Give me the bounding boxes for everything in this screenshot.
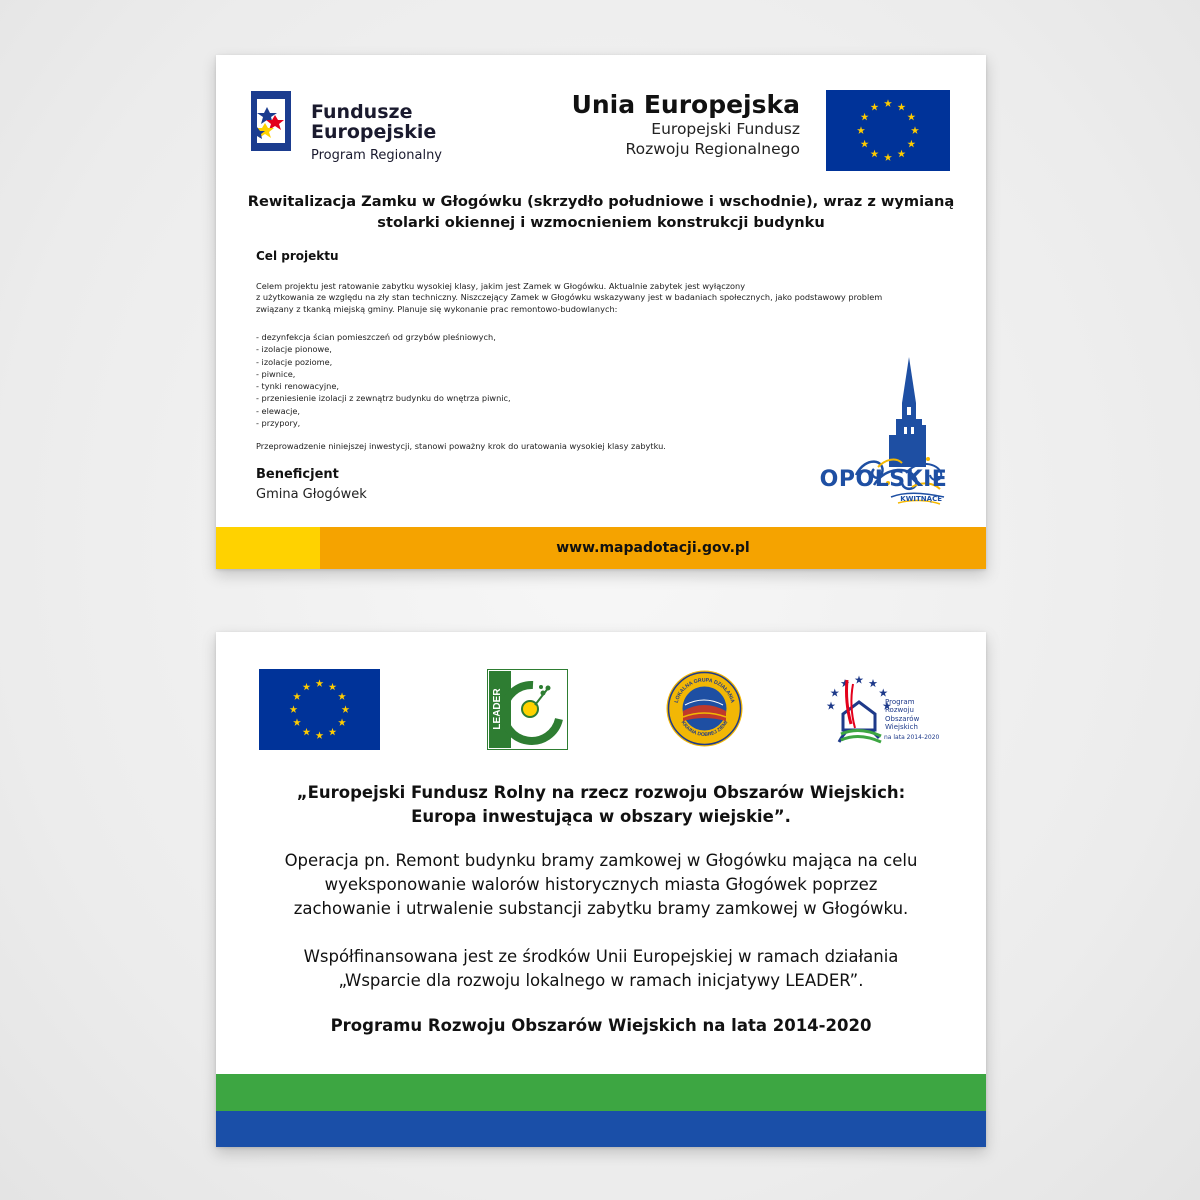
operation-description bbox=[246, 849, 956, 921]
footer-yellow-block bbox=[216, 527, 320, 569]
prow-line1: Program bbox=[885, 698, 915, 706]
leader-logo-icon bbox=[487, 669, 568, 750]
goal-description-line2: z użytkowania ze względu na zły stan techniczny. Niszczejący Zamek w Głogówku wskazywany jest w badaniach społecznych, jako podstawowy problem bbox=[256, 292, 883, 303]
beneficiary-name: Gmina Głogówek bbox=[256, 487, 367, 502]
goal-heading: Cel projektu bbox=[256, 249, 339, 263]
prow-line3: Obszarów bbox=[885, 714, 920, 723]
prow-line4: Wiejskich bbox=[885, 723, 918, 732]
ue-fund-line1: Europejski Fundusz bbox=[651, 119, 800, 138]
fund-heading-line1: „Europejski Fundusz Rolny na rzecz rozwoju Obszarów Wiejskich: bbox=[296, 783, 906, 802]
project-title-line2: stolarki okiennej i wzmocnieniem konstrukcji budynku bbox=[377, 214, 825, 232]
opolskie-tagline: KWITNĄCE bbox=[900, 495, 942, 503]
operation-line1: Operacja pn. Remont budynku bramy zamkowej w Głogówku mająca na celu bbox=[284, 851, 918, 870]
goal-description bbox=[256, 281, 936, 315]
information-board-erdf bbox=[216, 55, 986, 569]
goal-description-line1: Celem projektu jest ratowanie zabytku wysokiej klasy, jakim jest Zamek w Głogówku. Aktualnie zabytek jest wyłączony bbox=[256, 281, 746, 291]
list-item: - izolacje pionowe, bbox=[256, 344, 332, 355]
operation-line3: zachowanie i utrwalenie substancji zabytku bramy zamkowej w Głogówku. bbox=[293, 898, 909, 918]
leader-logo-text: LEADER bbox=[492, 688, 503, 730]
footer-blue-stripe bbox=[216, 1111, 986, 1147]
list-item: - przypory, bbox=[256, 418, 301, 429]
ue-title: Unia Europejska bbox=[571, 90, 800, 119]
list-item: - piwnice, bbox=[256, 368, 296, 379]
lgd-kraina-dobrej-ziemi-logo-icon bbox=[665, 669, 744, 748]
star-icon bbox=[869, 679, 878, 687]
program-heading: Programu Rozwoju Obszarów Wiejskich na lata 2014-2020 bbox=[330, 1016, 872, 1035]
list-item: - tynki renowacyjne, bbox=[256, 381, 340, 392]
fundusze-europejskie-logo bbox=[251, 91, 471, 171]
works-list bbox=[256, 331, 511, 429]
project-title-line1: Rewitalizacja Zamku w Głogówku (skrzydło południowe i wschodnie), wraz z wymianą bbox=[247, 193, 955, 210]
prow-years: na lata 2014-2020 bbox=[884, 734, 940, 741]
list-item: - izolacje poziome, bbox=[256, 356, 333, 367]
star-icon bbox=[830, 689, 839, 697]
eu-flag-icon bbox=[259, 669, 380, 750]
star-icon bbox=[855, 676, 864, 684]
goal-description-line3: związany z tkanką miejską gminy. Planuje się wykonanie prac remontowo-budowlanych: bbox=[256, 303, 618, 314]
unia-europejska-text bbox=[572, 91, 800, 159]
footer-green-stripe bbox=[216, 1074, 986, 1111]
fe-logo-line2: Europejskie bbox=[311, 120, 437, 143]
star-icon bbox=[827, 702, 836, 710]
fe-logo-line1: Fundusze bbox=[311, 101, 413, 123]
cofinancing-line2: „Wsparcie dla rozwoju lokalnego w ramach inicjatywy LEADER”. bbox=[338, 970, 864, 990]
opolskie-wordmark: OPOLSKIE bbox=[819, 467, 948, 492]
beneficiary-heading: Beneficjent bbox=[256, 467, 339, 482]
cofinancing-line1: Współfinansowana jest ze środków Unii Europejskiej w ramach działania bbox=[303, 947, 899, 966]
list-item: - przeniesienie izolacji z zewnątrz budynku do wnętrza piwnic, bbox=[256, 393, 511, 404]
footer-url: www.mapadotacji.gov.pl bbox=[556, 540, 750, 556]
ue-fund-line2: Rozwoju Regionalnego bbox=[625, 139, 800, 158]
project-title bbox=[246, 191, 956, 233]
operation-line2: wyeksponowanie walorów historycznych miasta Głogówek poprzez bbox=[324, 874, 878, 894]
prow-logo-text bbox=[885, 698, 919, 732]
fe-logo-line3: Program Regionalny bbox=[311, 147, 442, 163]
eu-flag-icon bbox=[826, 90, 950, 171]
cofinancing-statement bbox=[246, 945, 956, 993]
fund-heading bbox=[246, 781, 956, 829]
fund-heading-line2: Europa inwestująca w obszary wiejskie”. bbox=[411, 806, 791, 826]
list-item: - dezynfekcja ścian pomieszczeń od grzybów pleśniowych, bbox=[256, 332, 496, 342]
fundusze-europejskie-flag-icon bbox=[251, 91, 291, 151]
prow-line2: Rozwoju bbox=[885, 706, 914, 715]
closing-sentence: Przeprowadzenie niniejszej inwestycji, stanowi poważny krok do uratowania wysokiej klasy zabytku. bbox=[256, 441, 666, 451]
star-icon bbox=[879, 689, 888, 697]
information-board-eafrd bbox=[216, 632, 986, 1147]
lgd-top-text: LOKALNA GRUPA DZIAŁANIA bbox=[673, 677, 736, 704]
footer-bar bbox=[216, 527, 986, 569]
lgd-bottom-text: KRAINA DOBREJ ZIEMI bbox=[679, 719, 730, 738]
list-item: - elewacje, bbox=[256, 405, 301, 416]
